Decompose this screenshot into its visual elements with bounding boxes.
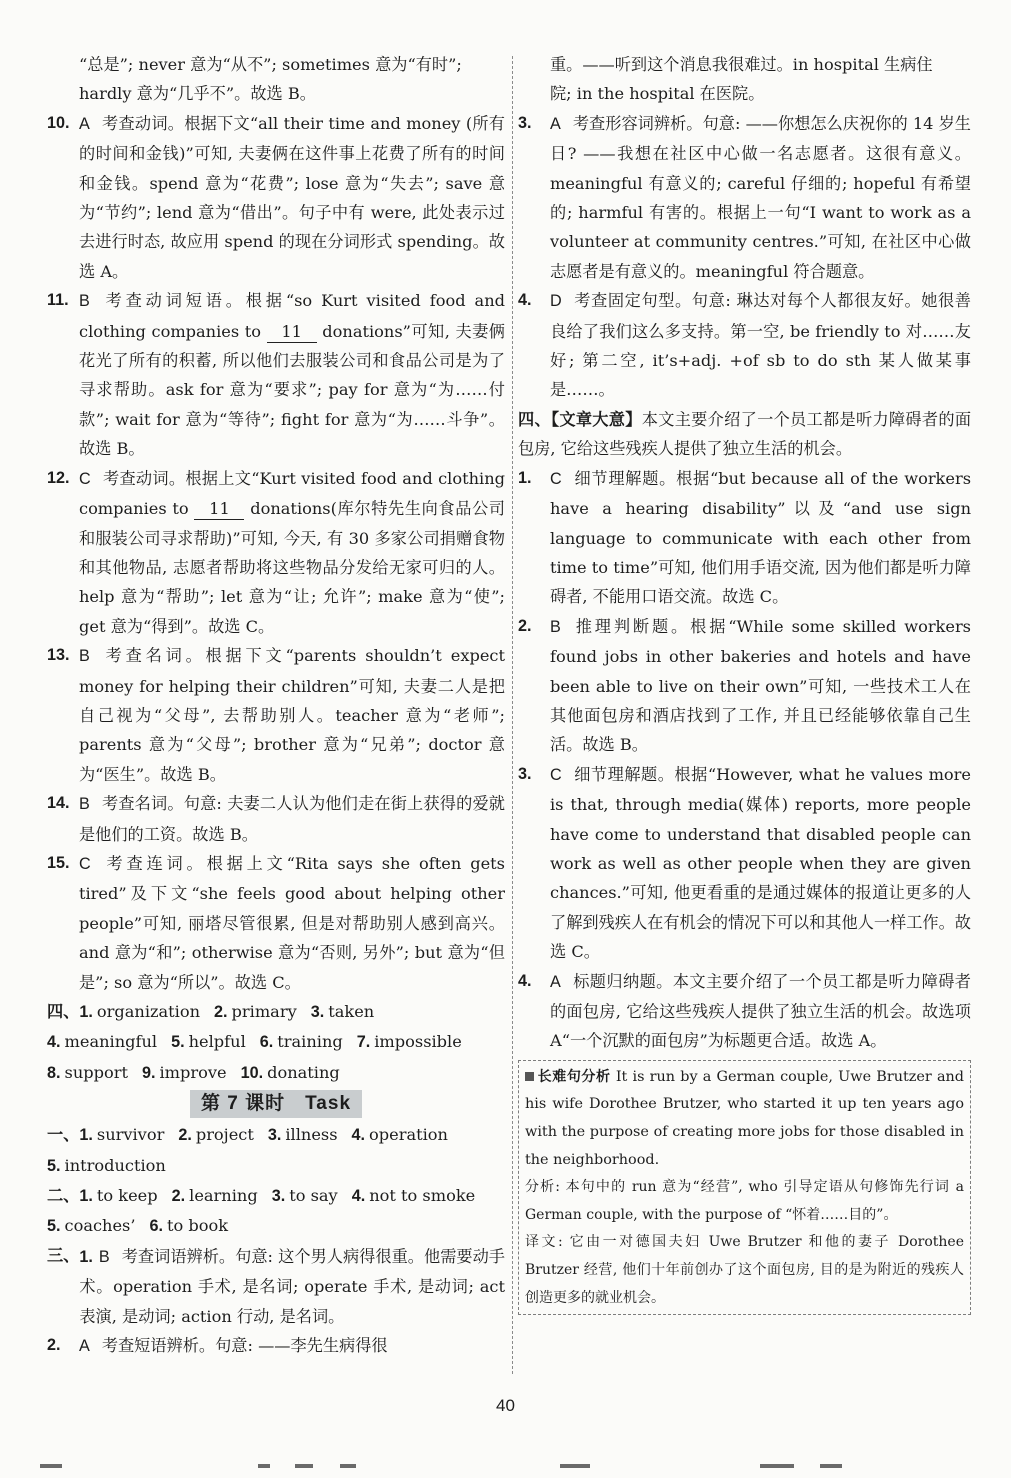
column-divider [512, 56, 513, 1374]
reading-item-2: 2. B 推理判断题。根据“While some skilled workers found jobs in other bakeries and hotels and have been able to live on their own”可知, 一些技术工人在其他面包房和酒店找到了工作, 并且已经能够依靠自己生活。故选 B。 [518, 616, 971, 755]
analysis-text: 分析: 本句中的 run 意为“经营”, who 引导定语从句修饰先行词 a German couple, with the purpose of “怀着……目的”。 [525, 1179, 964, 1223]
translation-text: 译文: 它由一对德国夫妇 Uwe Brutzer 和他的妻子 Dorothee Brutzer 经营, 他们十年前创办了这个面包房, 目的是为附近的残疾人创造更多的就业机会。 [525, 1234, 964, 1306]
blank: 11 [267, 322, 317, 343]
right-column [518, 50, 971, 1315]
continued-line: 院; in the hospital 在医院。 [550, 84, 765, 104]
long-sentence: It is run by a German couple, Uwe Brutzer and his wife Dorothee Brutzer, who started it up ten years ago with the purpose of creating more jobs for those disabled in the neighborhood. [525, 1068, 965, 1168]
answer-item-10: 10. A 考查动词。根据下文“all their time and money (所有的时间和金钱)”可知, 夫妻俩在这件事上花费了所有的时间和金钱。spend 意为“花费”; lose 意为“失去”; save 意为“节约”; lend 意为“借出”。句子中有 were, 此处表示过去进行时态, 故应用 spend 的现在分词形式 spending。故选 A。 [47, 113, 505, 281]
blank: 11 [194, 499, 244, 520]
bottom-edge-marks [0, 1462, 1011, 1478]
reading-item-4: 4. A 标题归纳题。本文主要介绍了一个员工都是听力障碍者的面包房, 它给这些残疾人提供了独立生活的机会。故选项 A“一个沉默的面包房”为标题更合适。故选 A。 [518, 971, 971, 1051]
left-column [47, 50, 505, 1361]
sentence-analysis-box [518, 1060, 971, 1315]
answer-item-15: 15. C 考查连词。根据上文“Rita says she often gets tired”及下文“she feels good about helping other people”可知, 丽塔尽管很累, 但是对帮助别人感到高兴。and 意为“和”; otherwise 意为“否则, 另外”; but 意为“但是”; so 意为“所以”。故选 C。 [47, 853, 505, 992]
page-number: 40 [496, 1396, 515, 1415]
answer-item-12: 12. C 考查动词。根据上文“Kurt visited food and clothing companies to 11 donations(库尔特先生向食品公司和服装公司寻求帮助)”可知, 今天, 有 30 多家公司捐赠食物和其他物品, 志愿者帮助将这些物品分发给无家可归的人。help 意为“帮助”; let 意为“让; 允许”; make 意为“使”; get 意为“得到”。故选 C。 [47, 468, 505, 636]
section-4-answers: 四、1. organization 2. primary 3. taken 4. meaningful 5. helpful 6. training 7. impossible 8. support 9. improve 10. donating [47, 1002, 462, 1082]
answer-item-13: 13. B 考查名词。根据下文“parents shouldn’t expect money for helping their children”可知, 夫妻二人是把自己视为“父母”, 去帮助别人。teacher 意为“老师”; parents 意为“父母”; brother 意为“兄弟”; doctor 意为“医生”。故选 B。 [47, 646, 505, 784]
continued-line: 重。——听到这个消息我很难过。in hospital 生病住 [550, 55, 933, 74]
square-bullet-icon [525, 1072, 534, 1081]
answer-item-4: 4. D 考查固定句型。句意: 琳达对每个人都很友好。她很善良给了我们这么多支持。第一空, be friendly to 对……友好; 第二空, it’s+adj. +of sb to do sth 某人做某事是……。 [518, 291, 971, 400]
continued-line: “总是”; never 意为“从不”; sometimes 意为“有时”; [79, 55, 462, 74]
section-3-answers: 三、 1. B 考查词语辨析。句意: 这个男人病得很重。他需要动手术。operation 手术, 是名词; operate 手术, 是动词; act 表演, 是动词; action 行动, 是名词。 2. A 考查短语辨析。句意: ——李先生病得很 [47, 1246, 505, 1356]
section-2-answers: 二、1. to keep 2. learning 3. to say 4. not to smoke 5. coaches’ 6. to book [47, 1186, 476, 1236]
answer-item-11: 11. B 考查动词短语。根据“so Kurt visited food and clothing companies to 11 donations”可知, 夫妻俩花光了所有的积蓄, 所以他们去服装公司和食品公司是为了寻求帮助。ask for 意为“要求”; pay for 意为“为……付款”; wait for 意为“等待”; fight for 意为“为……斗争”。故选 B。 [47, 291, 505, 459]
analysis-tag: 长难句分析 [525, 1068, 611, 1084]
reading-item-3: 3. C 细节理解题。根据“However, what he values more is that, through media(媒体) reports, more people have come to understand that disabled people can work as well as other people when they are given chances.”可知, 他更看重的是通过媒体的报道让更多的人了解到残疾人在有机会的情况下可以和其他人一样工作。故选 C。 [518, 764, 971, 962]
reading-item-1: 1. C 细节理解题。根据“but because all of the workers have a hearing disability”以及“and use sign language to communicate with each other from time to time”可知, 他们用手语交流, 因为他们都是听力障碍者, 不能用口语交流。故选 C。 [518, 468, 971, 607]
continued-line: hardly 意为“几乎不”。故选 B。 [79, 84, 316, 104]
answer-item-14: 14. B 考查名词。句意: 夫妻二人认为他们走在街上获得的爱就是他们的工资。故选 B。 [47, 794, 505, 844]
section-1-answers: 一、1. survivor 2. project 3. illness 4. operation 5. introduction [47, 1125, 448, 1175]
article-summary: 四、【文章大意】本文主要介绍了一个员工都是听力障碍者的面包房, 它给这些残疾人提供了独立生活的机会。 [518, 409, 972, 459]
answer-item-3: 3. A 考查形容词辨析。句意: ——你想怎么庆祝你的 14 岁生日? ——我想在社区中心做一名志愿者。这很有意义。meaningful 有意义的; careful 仔细的; hopeful 有希望的; harmful 有害的。根据上一句“I want to work as a volunteer at community centres.”可知, 在社区中心做志愿者是有意义的。meaningful 符合题意。 [518, 113, 971, 281]
lesson-title: 第 7 课时 Task [190, 1090, 362, 1118]
